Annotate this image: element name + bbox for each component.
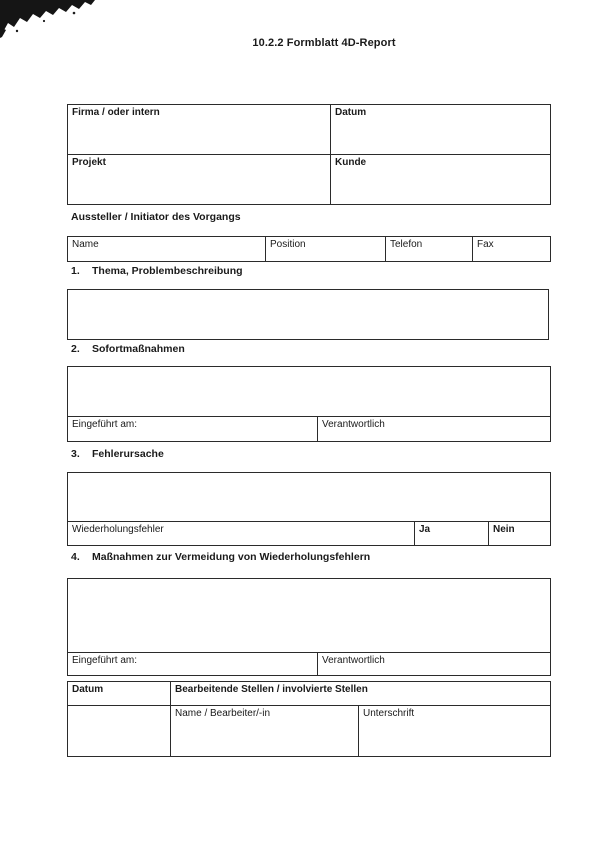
section-4-title: Maßnahmen zur Vermeidung von Wiederholungsfehlern xyxy=(92,551,371,563)
projekt-label: Projekt xyxy=(72,157,106,168)
aussteller-heading: Aussteller / Initiator des Vorgangs xyxy=(71,211,241,223)
section-2-eingefuehrt-cell[interactable] xyxy=(68,417,318,442)
section-1-title: Thema, Problembeschreibung xyxy=(92,265,243,277)
section-4-input-area[interactable] xyxy=(68,579,551,653)
eingefuehrt-am-label-2: Eingeführt am: xyxy=(72,655,138,666)
section-2-title: Sofortmaßnahmen xyxy=(92,343,185,355)
datum-field-cell[interactable] xyxy=(331,105,551,155)
section-4-verantwortlich-cell[interactable] xyxy=(318,653,551,676)
section-2-number: 2. xyxy=(71,343,80,355)
eingefuehrt-am-label: Eingeführt am: xyxy=(72,419,138,430)
bearbeiter-table xyxy=(67,681,551,757)
fax-label: Fax xyxy=(477,239,494,250)
fax-field-cell[interactable] xyxy=(473,237,551,262)
position-field-cell[interactable] xyxy=(266,237,386,262)
section-3-heading xyxy=(71,448,164,461)
section-4-heading xyxy=(71,551,370,564)
name-field-cell[interactable] xyxy=(68,237,266,262)
section-1-heading xyxy=(71,265,243,278)
datum-label: Datum xyxy=(335,107,367,118)
firma-field-cell[interactable] xyxy=(68,105,331,155)
stellen-label: Bearbeitende Stellen / involvierte Stellen xyxy=(175,684,368,695)
name-label: Name xyxy=(72,239,99,250)
kunde-field-cell[interactable] xyxy=(331,155,551,205)
kunde-label: Kunde xyxy=(335,157,367,168)
header-table xyxy=(67,104,551,205)
projekt-field-cell[interactable] xyxy=(68,155,331,205)
section-4-number: 4. xyxy=(71,551,80,563)
section-2-input-area[interactable] xyxy=(68,367,551,417)
bearbeiter-name-label: Name / Bearbeiter/-in xyxy=(175,708,271,719)
telefon-field-cell[interactable] xyxy=(386,237,473,262)
position-label: Position xyxy=(270,239,306,250)
bearbeiter-datum-label: Datum xyxy=(72,684,104,695)
section-1-input-area[interactable] xyxy=(67,289,549,340)
stellen-header-cell xyxy=(171,682,551,706)
unterschrift-cell[interactable] xyxy=(359,706,551,757)
bearbeiter-datum-header-cell xyxy=(68,682,171,706)
bearbeiter-datum-entry-area[interactable] xyxy=(68,706,171,757)
telefon-label: Telefon xyxy=(390,239,423,250)
section-3-table xyxy=(67,472,551,546)
verantwortlich-label-2: Verantwortlich xyxy=(322,655,385,666)
bearbeiter-name-cell[interactable] xyxy=(171,706,359,757)
section-2-heading xyxy=(71,343,185,356)
section-2-table xyxy=(67,366,551,442)
section-2-verantwortlich-cell[interactable] xyxy=(318,417,551,442)
nein-label: Nein xyxy=(493,524,515,535)
section-3-title: Fehlerursache xyxy=(92,448,164,460)
section-4-eingefuehrt-cell[interactable] xyxy=(68,653,318,676)
firma-label: Firma / oder intern xyxy=(72,107,160,118)
page-title: 10.2.2 Formblatt 4D-Report xyxy=(252,37,396,49)
section-1-number: 1. xyxy=(71,265,80,277)
wiederholungsfehler-cell xyxy=(68,522,415,546)
section-3-input-area[interactable] xyxy=(68,473,551,522)
aussteller-table xyxy=(67,236,551,262)
verantwortlich-label: Verantwortlich xyxy=(322,419,385,430)
section-3-number: 3. xyxy=(71,448,80,460)
ja-checkbox-cell[interactable] xyxy=(415,522,489,546)
section-4-table xyxy=(67,578,551,676)
nein-checkbox-cell[interactable] xyxy=(489,522,551,546)
wiederholungsfehler-label: Wiederholungsfehler xyxy=(72,524,164,535)
ja-label: Ja xyxy=(419,524,431,535)
unterschrift-label: Unterschrift xyxy=(363,708,415,719)
